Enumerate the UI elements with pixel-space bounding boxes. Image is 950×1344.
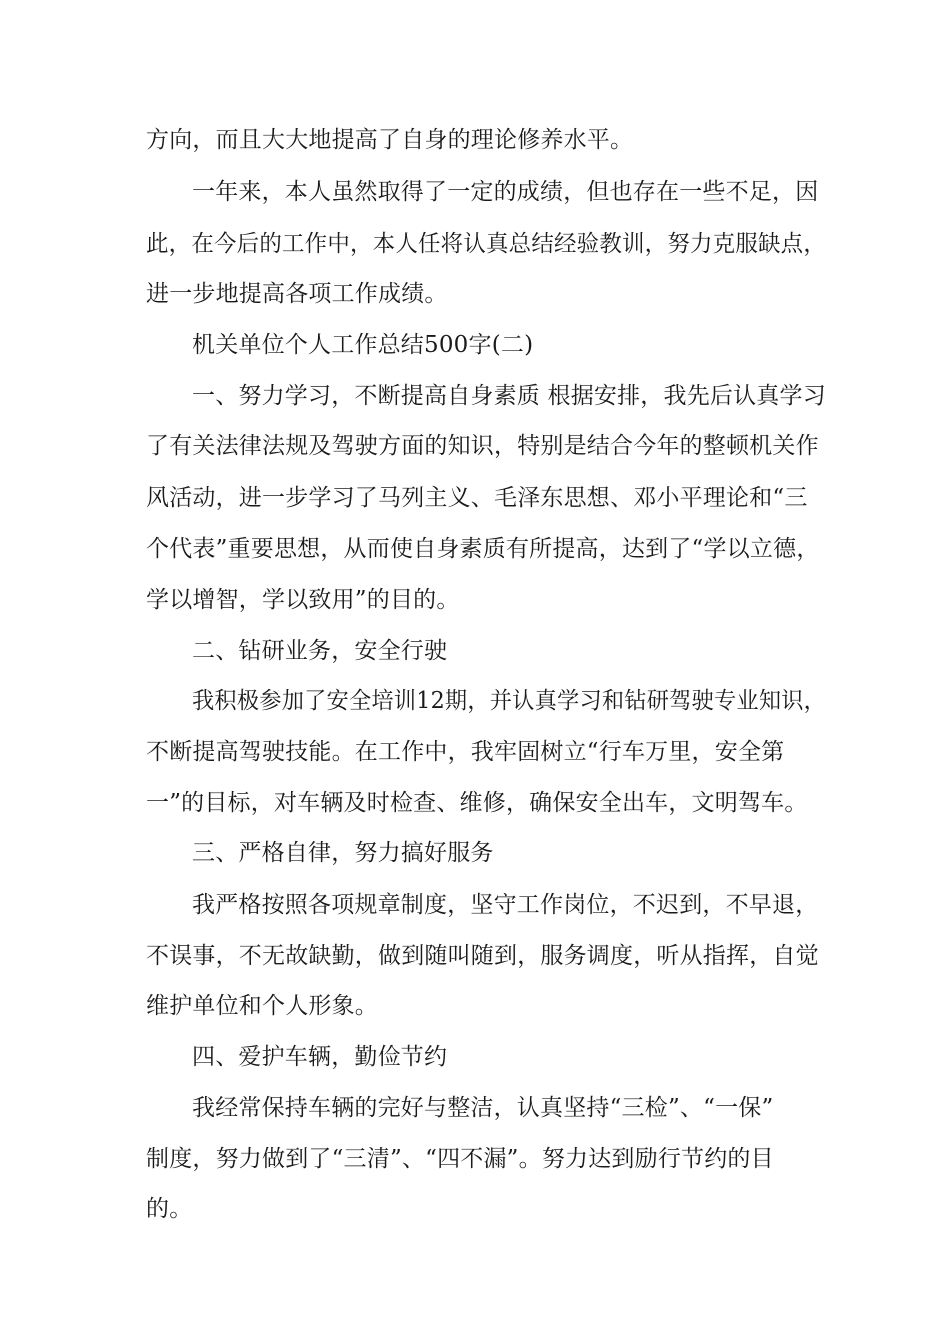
text-line: 方向，而且大大地提高了自身的理论修养水平。 [146,127,634,153]
text-line: 风活动，进一步学习了马列主义、毛泽东思想、邓小平理论和“三 [146,485,808,511]
text-line: 维护单位和个人形象。 [146,993,378,1019]
text-line: 此，在今后的工作中，本人任将认真总结经验教训，努力克服缺点， [146,231,826,257]
text-line: 制度，努力做到了“三清”、“四不漏”。努力达到励行节约的目 [146,1146,774,1172]
text-line: 个代表”重要思想，从而使自身素质有所提高，达到了“学以立德， [146,536,820,562]
text-line: 一、努力学习，不断提高自身素质 根据安排，我先后认真学习 [192,383,826,409]
text-line: 一年来，本人虽然取得了一定的成绩，但也存在一些不足，因 [192,179,819,205]
section-heading: 机关单位个人工作总结500字(二) [192,332,534,358]
text-line: 学以增智，学以致用”的目的。 [146,587,460,613]
text-line: 我积极参加了安全培训12期，并认真学习和钻研驾驶专业知识， [192,688,827,714]
text-line: 我经常保持车辆的完好与整洁，认真坚持“三检”、“一保” [192,1095,774,1121]
text-line: 一”的目标，对车辆及时检查、维修，确保安全出车，文明驾车。 [146,790,808,816]
text-line: 不误事，不无故缺勤，做到随叫随到，服务调度，听从指挥，自觉 [146,943,819,969]
section-heading: 三、严格自律，努力搞好服务 [192,840,494,866]
text-line: 我严格按照各项规章制度，坚守工作岗位，不迟到，不早退， [192,892,819,918]
text-line: 了有关法律法规及驾驶方面的知识，特别是结合今年的整顿机关作 [146,433,819,459]
section-heading: 四、爱护车辆，勤俭节约 [192,1044,448,1070]
text-line: 的。 [146,1196,193,1222]
section-heading: 二、钻研业务，安全行驶 [192,638,448,664]
text-line: 进一步地提高各项工作成绩。 [146,281,448,307]
text-line: 不断提高驾驶技能。在工作中，我牢固树立“行车万里，安全第 [146,739,785,765]
